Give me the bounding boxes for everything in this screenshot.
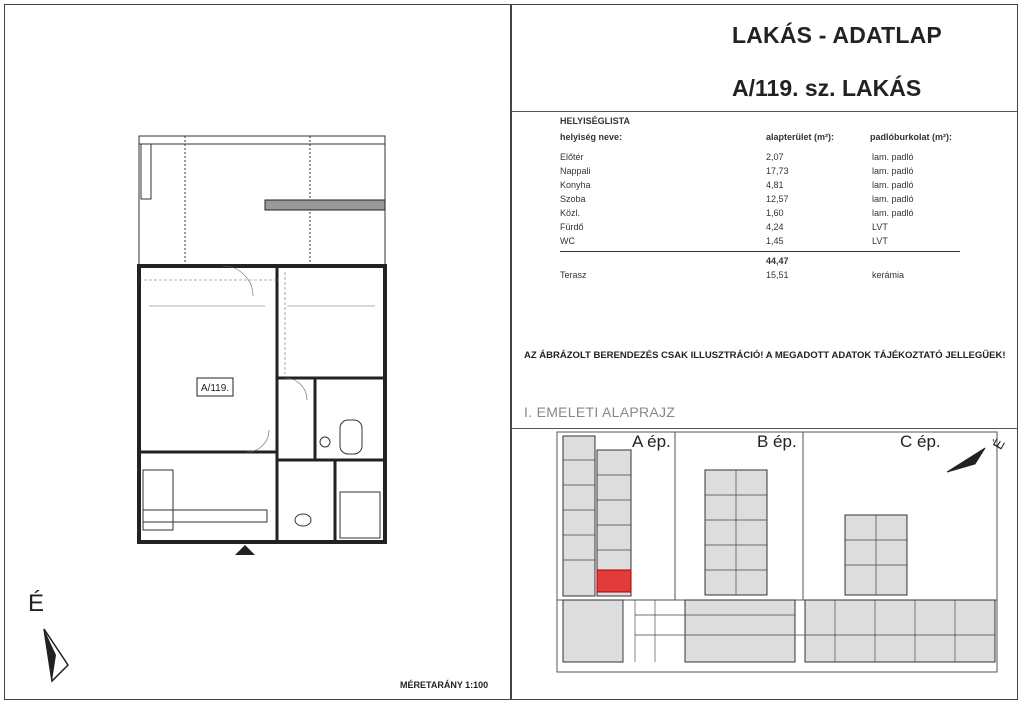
north-label: É [28,590,45,617]
room-name: WC [560,236,575,246]
room-floor: LVT [872,222,888,232]
room-area: 1,45 [766,236,784,246]
site-north-label: É [989,435,1008,453]
total-separator [560,251,960,252]
north-arrow-icon [38,625,78,685]
col-name-header: helyiség neve: [560,132,623,142]
terrace-area: 15,51 [766,270,789,280]
building-a-label: A ép. [632,432,671,451]
unit-label: A/119. [200,383,230,394]
room-name: Konyha [560,180,591,190]
building-c-label: C ép. [900,432,941,451]
apartment-floor-plan [135,130,395,560]
room-name: Szoba [560,194,586,204]
room-area: 4,24 [766,222,784,232]
terrace-floor: kerámia [872,270,905,280]
room-list-heading: HELYISÉGLISTA [560,116,631,126]
room-area: 1,60 [766,208,784,218]
room-floor: lam. padló [872,194,914,204]
room-name: Közl. [560,208,581,218]
header-separator [511,111,1017,112]
room-area: 2,07 [766,152,784,162]
room-area: 12,57 [766,194,789,204]
building-a-outline [563,436,631,662]
apartment-title: A/119. sz. LAKÁS [732,75,922,101]
col-area-header: alapterület (m²): [766,132,835,142]
room-name: Előtér [560,152,584,162]
room-floor: lam. padló [872,180,914,190]
room-floor: lam. padló [872,208,914,218]
room-name: Fürdő [560,222,584,232]
terrace-name: Terasz [560,270,587,280]
room-floor: lam. padló [872,166,914,176]
siteplan-top-line [511,428,1017,429]
floor-plan-title: I. EMELETI ALAPRAJZ [524,404,676,420]
room-area: 17,73 [766,166,789,176]
sheet-divider [510,4,512,700]
highlighted-apartment [597,570,631,592]
scale-label: MÉRETARÁNY 1:100 [400,680,489,690]
room-name: Nappali [560,166,591,176]
room-area: 4,81 [766,180,784,190]
room-floor: LVT [872,236,888,246]
building-b-label: B ép. [757,432,797,451]
room-floor: lam. padló [872,152,914,162]
disclaimer-notice: AZ ÁBRÁZOLT BERENDEZÉS CSAK ILLUSZTRÁCIÓ! A MEGADOTT ADATOK TÁJÉKOZTATÓ JELLEGŰEK! [524,350,1006,361]
sheet-title: LAKÁS - ADATLAP [732,22,942,48]
total-area: 44,47 [766,256,789,266]
col-floor-header: padlóburkolat (m²): [870,132,952,142]
